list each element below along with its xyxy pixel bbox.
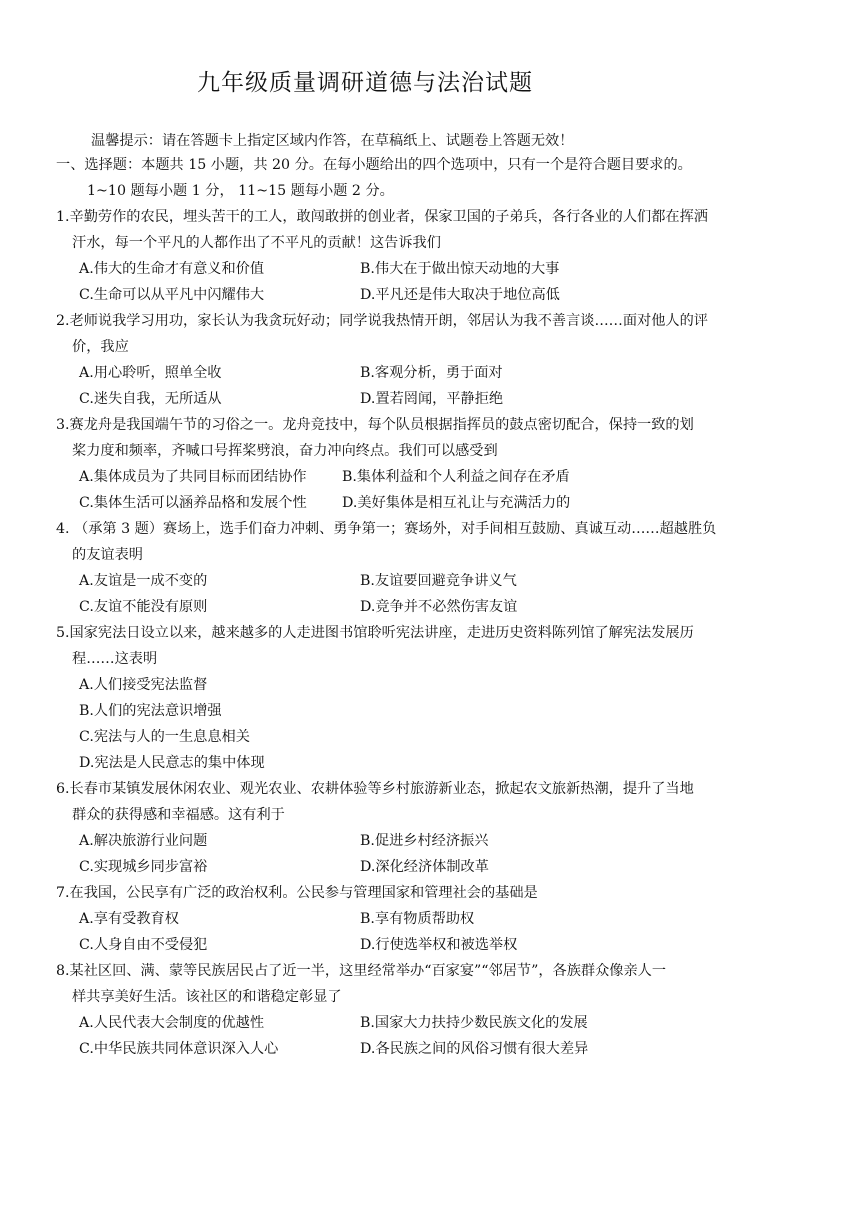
question-6-option-d: D.深化经济体制改革 [360, 859, 489, 875]
question-5-option-d: D.宪法是人民意志的集中体现 [79, 755, 265, 771]
question-5-stem-line-1: 5.国家宪法日设立以来，越来越多的人走进图书馆聆听宪法讲座，走进历史资料陈列馆了解宪法发展历 [56, 625, 694, 641]
question-3-option-b: B.集体利益和个人利益之间存在矛盾 [342, 469, 570, 485]
question-8-option-a: A.人民代表大会制度的优越性 [79, 1015, 265, 1031]
question-5-stem-line-2: 程……这表明 [72, 651, 158, 667]
question-1-option-d: D.平凡还是伟大取决于地位高低 [360, 287, 560, 303]
question-4-option-b: B.友谊要回避竞争讲义气 [360, 573, 517, 589]
question-7-option-a: A.享有受教育权 [79, 911, 179, 927]
question-1-stem-line-2: 汗水，每一个平凡的人都作出了不平凡的贡献！这告诉我们 [72, 235, 441, 251]
question-2-option-c: C.迷失自我，无所适从 [79, 391, 222, 407]
question-5-option-c: C.宪法与人的一生息息相关 [79, 729, 250, 745]
question-2-option-b: B.客观分析，勇于面对 [360, 365, 503, 381]
question-4-stem-line-2: 的友谊表明 [72, 547, 143, 563]
section-heading: 一、选择题：本题共 15 小题，共 20 分。在每小题给出的四个选项中，只有一个是符合题目要求的。 [56, 157, 692, 173]
question-1-option-c: C.生命可以从平凡中闪耀伟大 [79, 287, 265, 303]
question-7-stem-line-1: 7.在我国，公民享有广泛的政治权利。公民参与管理国家和管理社会的基础是 [56, 885, 538, 901]
section-scoring-note: 1~10 题每小题 1 分， 11~15 题每小题 2 分。 [87, 183, 394, 199]
question-2-stem-line-1: 2.老师说我学习用功，家长认为我贪玩好动；同学说我热情开朗，邻居认为我不善言谈……面对他人的评 [56, 313, 708, 329]
question-2-option-d: D.置若罔闻，平静拒绝 [360, 391, 504, 407]
question-6-option-b: B.促进乡村经济振兴 [360, 833, 489, 849]
question-8-option-b: B.国家大力扶持少数民族文化的发展 [360, 1015, 588, 1031]
question-4-stem-line-1: 4. （承第 3 题）赛场上，选手们奋力冲刺、勇争第一；赛场外，对手间相互鼓励、真诚互动……超越胜负 [56, 521, 717, 537]
question-2-stem-line-2: 价，我应 [72, 339, 129, 355]
question-1-option-a: A.伟大的生命才有意义和价值 [79, 261, 265, 277]
question-7-option-d: D.行使选举权和被选举权 [360, 937, 518, 953]
question-3-option-c: C.集体生活可以涵养品格和发展个性 [79, 495, 307, 511]
tip-text: 温馨提示：请在答题卡上指定区域内作答，在草稿纸上、试题卷上答题无效！ [91, 133, 574, 149]
question-3-option-d: D.美好集体是相互礼让与充满活力的 [342, 495, 571, 511]
question-6-stem-line-1: 6.长春市某镇发展休闲农业、观光农业、农耕体验等乡村旅游新业态，掀起农文旅新热潮，提升了当地 [56, 781, 694, 797]
question-5-option-a: A.人们接受宪法监督 [79, 677, 208, 693]
question-3-option-a: A.集体成员为了共同目标而团结协作 [79, 469, 307, 485]
question-8-stem-line-2: 样共享美好生活。该社区的和谐稳定彰显了 [72, 989, 342, 1005]
question-1-option-b: B.伟大在于做出惊天动地的大事 [360, 261, 560, 277]
question-4-option-d: D.竞争并不必然伤害友谊 [360, 599, 518, 615]
question-3-stem-line-1: 3.赛龙舟是我国端午节的习俗之一。龙舟竞技中，每个队员根据指挥员的鼓点密切配合，保持一致的划 [56, 417, 694, 433]
question-3-stem-line-2: 桨力度和频率，齐喊口号挥桨劈浪，奋力冲向终点。我们可以感受到 [72, 443, 498, 459]
question-1-stem-line-1: 1.辛勤劳作的农民，埋头苦干的工人，敢闯敢拼的创业者，保家卫国的子弟兵，各行各业的人们都在挥洒 [56, 209, 708, 225]
question-6-stem-line-2: 群众的获得感和幸福感。这有利于 [72, 807, 285, 823]
question-7-option-b: B.享有物质帮助权 [360, 911, 475, 927]
question-7-option-c: C.人身自由不受侵犯 [79, 937, 208, 953]
question-5-option-b: B.人们的宪法意识增强 [79, 703, 222, 719]
question-4-option-c: C.友谊不能没有原则 [79, 599, 208, 615]
question-6-option-a: A.解决旅游行业问题 [79, 833, 208, 849]
question-8-option-c: C.中华民族共同体意识深入人心 [79, 1041, 279, 1057]
question-4-option-a: A.友谊是一成不变的 [79, 573, 208, 589]
question-8-stem-line-1: 8.某社区回、满、蒙等民族居民占了近一半，这里经常举办“百家宴”“邻居节”，各族群众像亲人一 [56, 963, 667, 979]
question-6-option-c: C.实现城乡同步富裕 [79, 859, 208, 875]
question-2-option-a: A.用心聆听，照单全收 [79, 365, 222, 381]
question-8-option-d: D.各民族之间的风俗习惯有很大差异 [360, 1041, 589, 1057]
page-title: 九年级质量调研道德与法治试题 [197, 70, 533, 96]
